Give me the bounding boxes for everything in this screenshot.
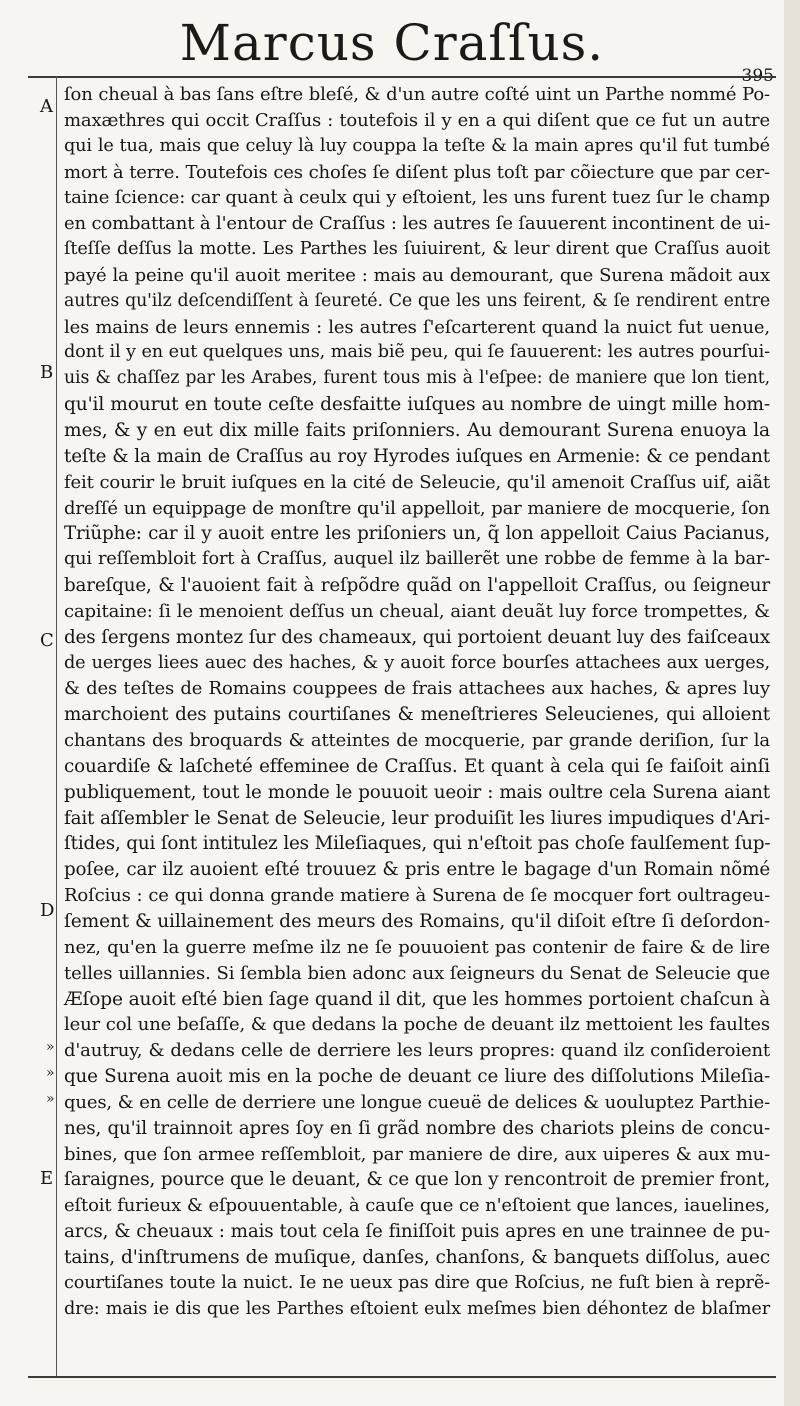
text-line: leur col une beſaſſe, & que dedans la poche de deuant ilz mettoient les faultes	[64, 1014, 770, 1036]
text-line: qui le tua, mais que celuy là luy couppa la teſte & la main apres qu'il fut tumbé	[64, 135, 770, 156]
text-line: telles uillannies. Si ſembla bien adonc aux ſeigneurs du Senat de Seleucie que	[64, 962, 770, 984]
text-line: capitaine: ſi le menoient deſſus un cheual, aiant deuãt luy force trompettes, &	[64, 600, 770, 622]
text-line: nez, qu'en la guerre meſme ilz ne ſe pouuoient pas contenir de faire & de lire	[64, 936, 770, 958]
text-line: maxæthres qui occit Craſſus : toutefois il y en a qui diſent que ce fut un autre	[64, 109, 770, 131]
text-line: feit courir le bruit iuſques en la cité de Seleucie, qu'il amenoit Craſſus uif, aiãt	[64, 471, 770, 493]
text-line: couardiſe & laſcheté effeminee de Craſſus. Et quant à cela qui ſe faiſoit ainſi	[64, 755, 770, 777]
text-line: ſteſſe deſſus la motte. Les Parthes les ſuiuirent, & leur dirent que Craſſus auoit	[64, 239, 770, 260]
margin-frame-line	[56, 76, 57, 1376]
text-line: en combattant à l'entour de Craſſus : les autres ſe ſauuerent incontinent de ui-	[64, 213, 771, 235]
text-line: mes, & y en eut dix mille faits priſonniers. Au demourant Surena enuoya la	[64, 419, 770, 441]
text-line: qu'il mourut en toute ceſte desfaitte iuſques au nombre de uingt mille hom-	[64, 394, 770, 416]
text-line: fait aſſembler le Senat de Seleucie, leur produiſit les liures impudiques d'Ari-	[64, 807, 770, 829]
text-line: dreſſé un equippage de monſtre qu'il appelloit, par maniere de mocquerie, ſon	[64, 497, 770, 519]
text-line: payé la peine qu'il auoit meritee : mais au demourant, que Surena mãdoit aux	[64, 264, 770, 286]
text-line: taine ſcience: car quant à ceulx qui y eſtoient, les uns furent tuez ſur le champ	[64, 187, 770, 209]
text-line: bines, que ſon armee reſſembloit, par maniere de dire, aux uiperes & aux mu-	[64, 1143, 770, 1165]
text-line: les mains de leurs ennemis : les autres ſ'eſcarterent quand la nuict fut uenue,	[64, 316, 770, 338]
text-line: ſaraignes, pource que le deuant, & ce que lon y rencontroit de premier front,	[64, 1169, 770, 1191]
text-line: que Surena auoit mis en la poche de deuant ce liure des diſſolutions Mileſia-	[64, 1066, 770, 1088]
text-line: teſte & la main de Craſſus au roy Hyrodes iuſques en Armenie: & ce pendant	[64, 445, 770, 467]
body-text-column	[64, 82, 770, 1323]
text-line: nes, qu'il trainnoit apres ſoy en ſi grãd nombre des chariots pleins de concu-	[64, 1117, 770, 1139]
text-line: mort à terre. Toutefois ces choſes ſe diſent plus toſt par cõiecture que par cer-	[64, 161, 770, 183]
text-line: arcs, & cheuaux : mais tout cela ſe finiſſoit puis apres en une trainnee de pu-	[64, 1221, 770, 1243]
text-line: autres qu'ilz deſcendiſſent à ſeureté. Ce que les uns feirent, & ſe rendirent entre	[64, 290, 770, 311]
text-line: marchoient des putains courtiſanes & meneſtrieres Seleucienes, qui alloient	[64, 704, 770, 726]
text-line: ſement & uillainement des meurs des Romains, qu'il diſoit eſtre ſi deſordon-	[64, 911, 770, 932]
text-line: tains, d'inſtrumens de muſique, danſes, chanſons, & banquets diſſolus, auec	[64, 1246, 770, 1268]
margin-letter-b: B	[40, 362, 54, 383]
text-line: des ſergens montez ſur des chameaux, qui portoient deuant luy des faiſceaux	[64, 626, 770, 648]
margin-letter-c: C	[40, 630, 54, 651]
text-line: Roſcius : ce qui donna grande matiere à Surena de ſe mocquer fort oultrageu-	[64, 885, 770, 907]
page-number: 395	[741, 66, 774, 86]
margin-quote-mark: »	[46, 1039, 55, 1055]
margin-letter-e: E	[40, 1168, 54, 1189]
text-line: bareſque, & l'auoient fait à reſpõdre quãd on l'appelloit Craſſus, ou ſeigneur	[64, 575, 770, 597]
text-line: eſtoit furieux & eſpouuentable, à cauſe que ce n'eſtoient que lances, iauelines,	[64, 1195, 770, 1217]
text-line: dre: mais ie dis que les Parthes eſtoient eulx meſmes bien déhontez de blaſmer	[64, 1298, 770, 1319]
text-line: de uerges liees auec des haches, & y auoit force bourſes attachees aux uerges,	[64, 652, 770, 673]
margin-quote-mark: »	[46, 1065, 55, 1081]
header-rule	[28, 76, 776, 78]
text-line: ſon cheual à bas ſans eſtre bleſé, & d'un autre coſté uint un Parthe nommé Po-	[64, 84, 770, 105]
text-line: chantans des broquards & atteintes de mocquerie, par grande deriſion, ſur la	[64, 730, 770, 752]
margin-letter-d: D	[40, 900, 55, 921]
text-line: Æſope auoit eſté bien ſage quand il dit, que les hommes portoient chaſcun à	[64, 988, 771, 1010]
text-line: uis & chaſſez par les Arabes, furent tous mis à l'eſpee: de maniere que lon tient,	[64, 368, 770, 389]
text-line: publiquement, tout le monde le pouuoit ueoir : mais oultre cela Surena aiant	[64, 781, 770, 803]
text-line: dont il y en eut quelques uns, mais biẽ peu, qui ſe ſauuerent: les autres pourſui-	[64, 342, 770, 363]
text-line: d'autruy, & dedans celle de derriere les leurs propres: quand ilz conſideroient	[64, 1040, 770, 1062]
text-line: poſee, car ilz auoient eſté trouuez & pris entre le bagage d'un Romain nõmé	[64, 859, 770, 881]
text-line: & des teſtes de Romains couppees de frais attachees aux haches, & apres luy	[64, 678, 770, 700]
text-line: Triũphe: car il y auoit entre les priſoniers un, q̃ lon appelloit Caius Pacianus,	[64, 523, 770, 545]
text-line: ques, & en celle de derriere une longue cueuë de delices & uouluptez Parthie-	[64, 1091, 770, 1113]
page-edge-shadow	[784, 0, 800, 1406]
margin-quote-mark: »	[46, 1091, 55, 1107]
footer-rule	[28, 1376, 776, 1378]
margin-letter-a: A	[40, 96, 53, 117]
text-line: ſtides, qui ſont intitulez les Mileſiaques, qui n'eſtoit pas choſe faulſement ſup-	[64, 833, 771, 855]
text-line: courtiſanes toute la nuict. Ie ne ueux pas dire que Roſcius, ne fuſt bien à reprẽ-	[64, 1272, 770, 1293]
text-line: qui reſſembloit fort à Craſſus, auquel ilz baillerẽt une robbe de femme à la bar-	[64, 549, 770, 570]
running-title: Marcus Craſſus.	[179, 14, 605, 72]
